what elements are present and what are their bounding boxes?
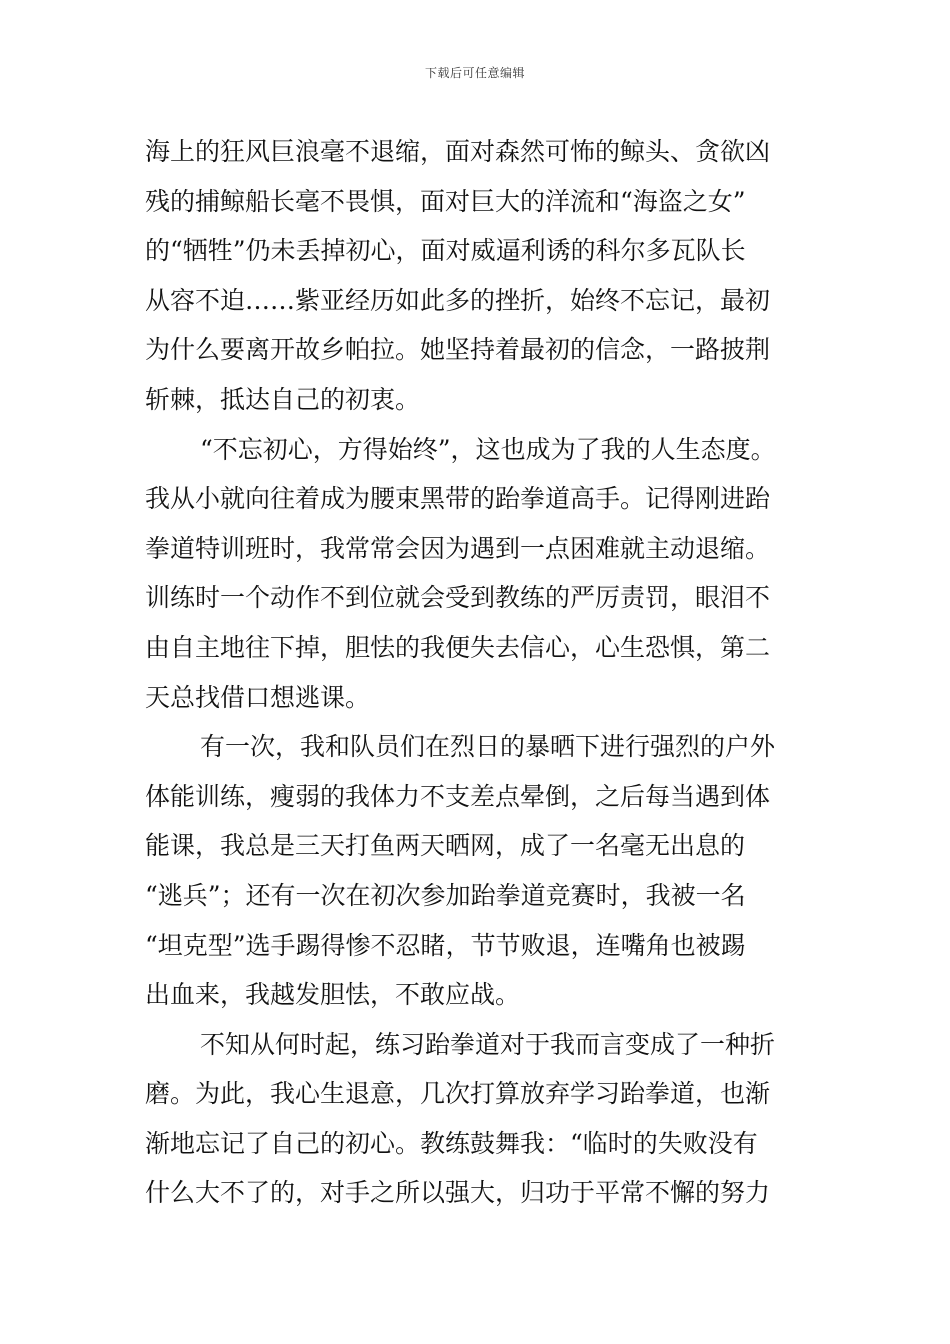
text-line: 体能训练，瘦弱的我体力不支差点晕倒，之后每当遇到体 [145,781,771,811]
paragraph-2 [145,425,825,723]
text-line: 海上的狂风巨浪毫不退缩，面对森然可怖的鲸头、贪欲凶 [145,137,771,166]
text-line: 能课，我总是三天打鱼两天晒网，成了一名毫无出息的 [145,831,746,861]
text-line: 从容不迫……紫亚经历如此多的挫折，始终不忘记，最初 [145,285,771,315]
paragraph-4 [145,1020,825,1218]
text-line: 为什么要离开故乡帕拉。她坚持着最初的信念，一路披荆 [145,335,771,365]
text-line: 的“牺牲”仍未丢掉初心，面对威逼利诱的科尔多瓦队长 [145,236,746,266]
text-line: 不知从何时起，练习跆拳道对于我而言变成了一种折 [200,1029,776,1059]
text-line: “逃兵”；还有一次在初次参加跆拳道竞赛时，我被一名 [145,880,746,910]
text-line: 由自主地往下掉，胆怯的我便失去信心，心生恐惧，第二 [145,632,771,662]
text-line: “不忘初心，方得始终”，这也成为了我的人生态度。 [200,434,776,464]
paragraph-3 [145,722,825,1020]
text-line: 出血来，我越发胆怯，不敢应战。 [145,980,521,1010]
text-line: 我从小就向往着成为腰束黑带的跆拳道高手。记得刚进跆 [145,484,771,514]
text-line: “坦克型”选手踢得惨不忍睹，节节败退，连嘴角也被踢 [145,930,746,960]
text-line: 残的捕鲸船长毫不畏惧，面对巨大的洋流和“海盗之女” [145,186,746,216]
document-body [145,127,825,1218]
text-line: 有一次，我和队员们在烈日的暴晒下进行强烈的户外 [200,732,776,762]
text-line: 磨。为此，我心生退意，几次打算放弃学习跆拳道，也渐 [145,1079,771,1109]
paragraph-1 [145,127,825,425]
text-line: 训练时一个动作不到位就会受到教练的严厉责罚，眼泪不 [145,583,771,613]
text-line: 斩棘，抵达自己的初衷。 [145,384,421,414]
text-line: 渐地忘记了自己的初心。教练鼓舞我：“临时的失败没有 [145,1128,758,1158]
text-line: 天总找借口想逃课。 [145,682,371,712]
text-line: 拳道特训班时，我常常会因为遇到一点困难就主动退缩。 [145,533,771,563]
page-header: 下载后可任意编辑 [424,66,525,80]
text-line: 什么大不了的，对手之所以强大，归功于平常不懈的努力 [145,1178,771,1208]
